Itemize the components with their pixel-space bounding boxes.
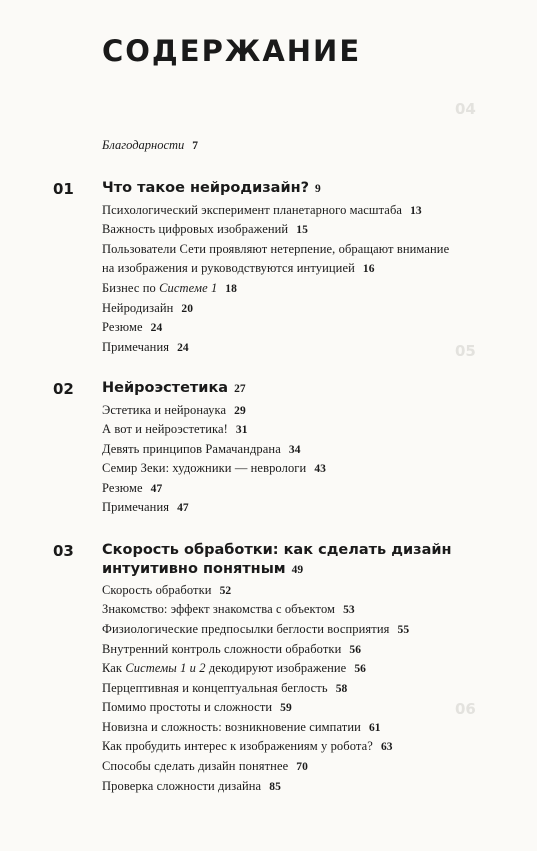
chapter-number: 02 [53,380,74,398]
toc-entry[interactable] [102,201,492,221]
toc-entry[interactable] [102,498,492,518]
toc-entry-text-line2: на изображения и руководствуются интуицией [102,261,355,275]
toc-entry-text: Способы сделать дизайн понятнее [102,759,289,773]
page-number: 43 [314,463,327,475]
page-number: 47 [150,483,163,495]
page-number: 61 [368,722,381,734]
toc-entry-text: Физиологические предпосылки беглости восприятия [102,622,390,636]
toc-entry[interactable] [102,581,492,601]
toc-entry[interactable] [102,600,492,620]
toc-entry-text: Резюме [102,481,143,495]
toc-entry-italic: Системе 1 [159,281,218,295]
toc-entry[interactable] [102,299,492,319]
page-number: 18 [225,283,237,295]
toc-entry[interactable] [102,679,492,699]
page-number: 20 [181,303,194,315]
page-number: 29 [234,405,246,417]
show-through-number: 04 [455,100,476,118]
toc-entry-text: Девять принципов Рамачандрана [102,442,281,456]
toc-entry[interactable] [102,459,492,479]
page-number: 24 [177,342,189,354]
toc-entry-text: Эстетика и нейронаука [102,403,227,417]
toc-entry-text: Пользователи Сети проявляют нетерпение, обращают внимание [102,242,450,256]
toc-entry[interactable] [102,698,492,718]
page-number: 7 [192,140,199,152]
page-number: 58 [335,683,348,695]
chapter-number: 01 [53,180,74,198]
toc-entry-text: Примечания [102,500,170,514]
chapter-title-text-line2: интуитивно понятным [102,561,286,577]
page-number: 34 [288,444,301,456]
toc-entry-text: Семир Зеки: художники — неврологи [102,461,307,475]
toc-entry-text: Важность цифровых изображений [102,222,289,236]
page-number: 63 [380,741,393,753]
toc-entry-text: Нейродизайн [102,301,174,315]
toc-entry[interactable] [102,640,492,660]
page-number: 47 [177,502,189,514]
toc-entry-text: Скорость обработки [102,583,212,597]
page-number: 15 [296,224,308,236]
toc-entry[interactable] [102,401,492,421]
page-number: 56 [354,663,367,675]
show-through-number: 06 [455,700,476,718]
page-number: 70 [296,761,308,773]
toc-entry-text: Как пробудить интерес к изображениям у робота? [102,739,373,753]
acknowledgments-title: Благодарности [102,138,185,152]
page-number: 59 [280,702,292,714]
toc-entry[interactable] [102,777,492,797]
toc-entry-text: Знакомство: эффект знакомства с объектом [102,602,336,616]
toc-entry-text: Примечания [102,340,170,354]
toc-entry-text: Как [102,661,126,675]
toc-entry-text: А вот и нейроэстетика! [102,422,228,436]
toc-entry[interactable] [102,318,492,338]
toc-entry[interactable] [102,420,492,440]
toc-entry[interactable] [102,338,492,358]
page-number: 49 [291,564,304,576]
toc-entry[interactable] [102,220,492,240]
toc-entry-text: Бизнес по [102,281,160,295]
toc-entry[interactable] [102,440,492,460]
page-number: 53 [343,604,355,616]
toc-entry-text: Внутренний контроль сложности обработки [102,642,342,656]
chapter-title[interactable] [102,179,482,199]
chapter-title[interactable] [102,541,482,580]
toc-entry-text: Психологический эксперимент планетарного масштаба [102,203,403,217]
page-number: 9 [315,183,321,195]
chapter-title-text: Что такое нейродизайн? [102,180,310,196]
toc-entry-text-after: декодируют изображение [205,661,347,675]
show-through-number: 05 [455,342,476,360]
toc-entry[interactable] [102,620,492,640]
page-number: 52 [219,585,232,597]
toc-entry[interactable] [102,240,492,279]
toc-entry[interactable] [102,737,492,757]
toc-entry-italic: Системы 1 и 2 [125,661,206,675]
page-number: 31 [235,424,248,436]
page-number: 16 [362,263,375,275]
chapter-title-text: Скорость обработки: как сделать дизайн [102,542,452,558]
toc-entry-text: Резюме [102,320,143,334]
page-number: 55 [397,624,410,636]
toc-entry[interactable] [102,659,492,679]
chapter-title-text: Нейроэстетика [102,380,229,396]
toc-entry-text: Перцептивная и концептуальная беглость [102,681,328,695]
toc-entry[interactable] [102,479,492,499]
page-number: 13 [410,205,422,217]
toc-entry-text: Помимо простоты и сложности [102,700,273,714]
toc-entry[interactable] [102,279,492,299]
page-number: 56 [349,644,362,656]
page-number: 85 [269,781,281,793]
chapter-number: 03 [53,542,74,560]
page-title: СОДЕРЖАНИЕ [102,34,362,68]
page-number: 27 [234,383,246,395]
toc-entry-text: Проверка сложности дизайна [102,779,262,793]
page-number: 24 [150,322,163,334]
acknowledgments-entry[interactable] [102,138,198,153]
toc-entry[interactable] [102,718,492,738]
chapter-title[interactable] [102,379,482,399]
toc-entry-text: Новизна и сложность: возникновение симпатии [102,720,361,734]
toc-entry[interactable] [102,757,492,777]
